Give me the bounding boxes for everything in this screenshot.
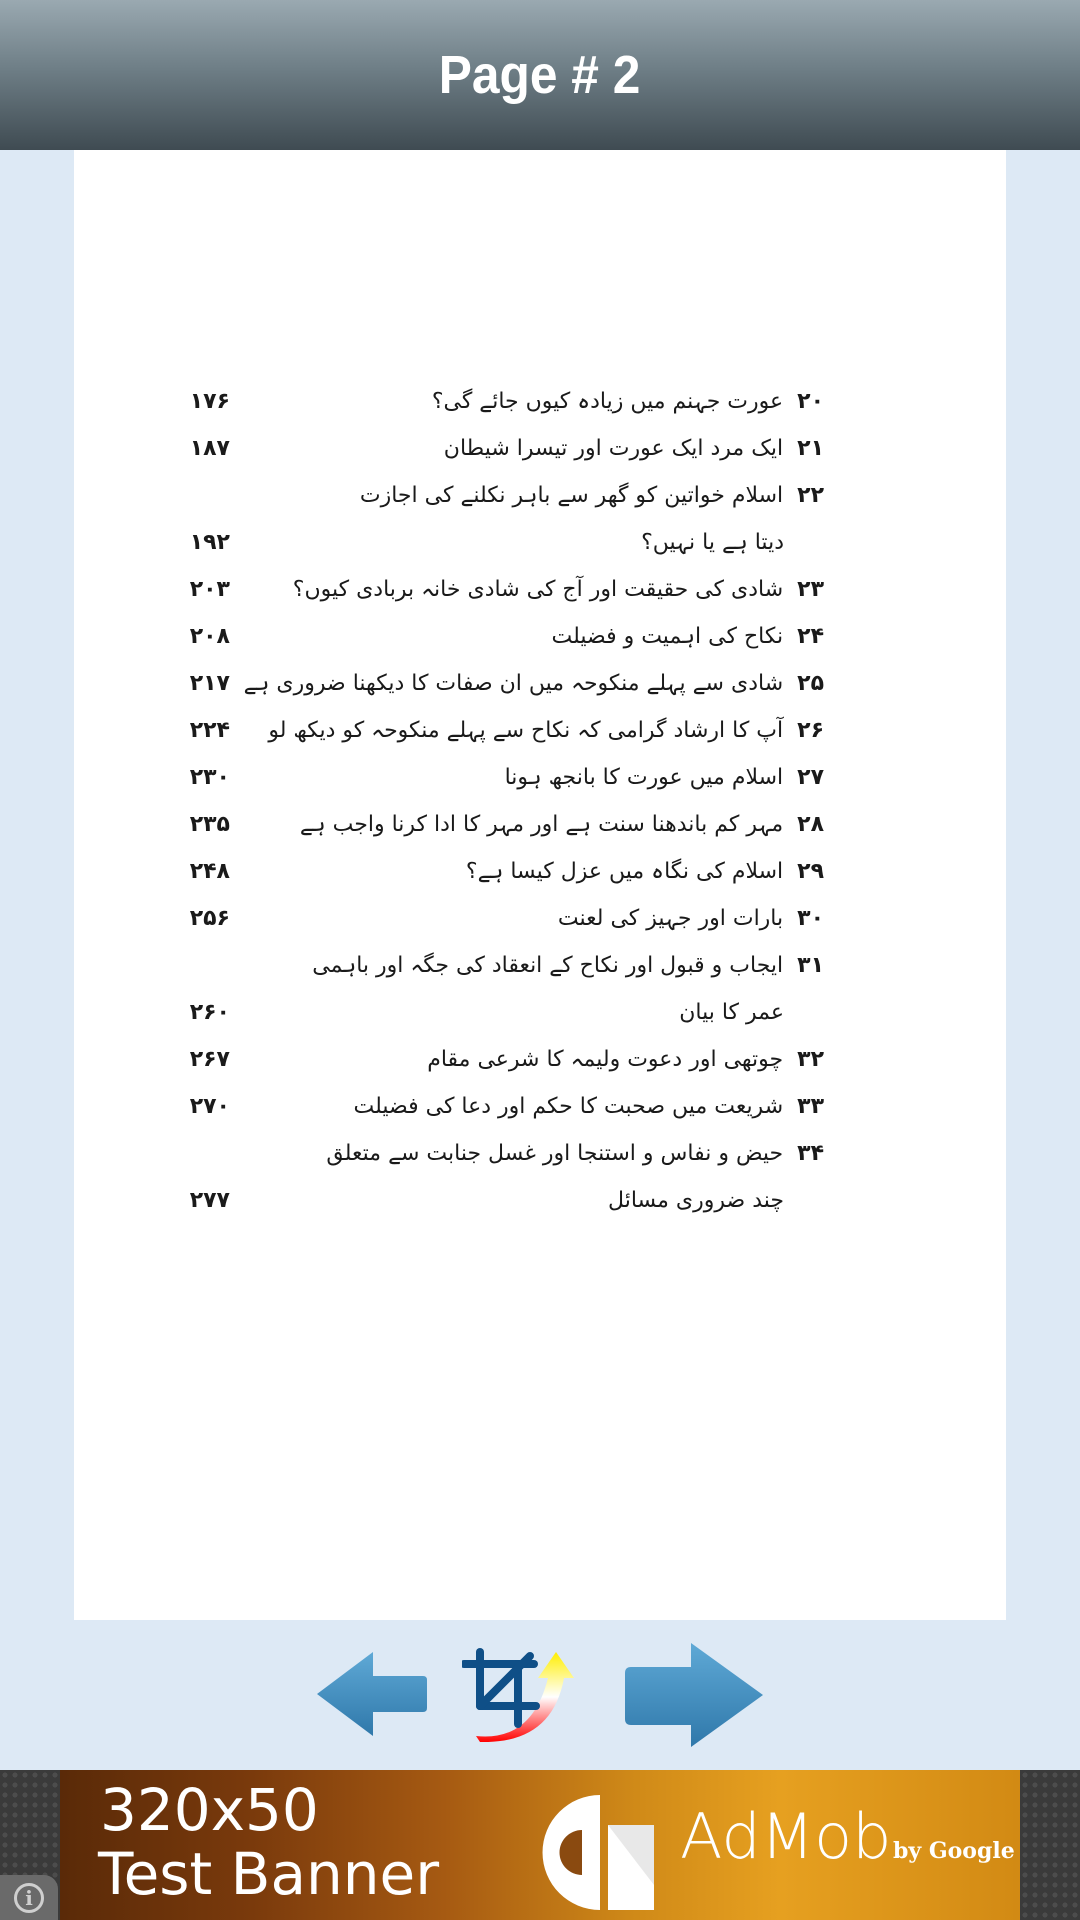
toc-entry-title: عورت جہنم میں زیادہ کیوں جائے گی؟ [431,389,784,414]
toc-entry-title: ایجاب و قبول اور نکاح کے انعقاد کی جگہ اور باہمی [312,953,784,978]
ad-info-button[interactable] [0,1875,58,1920]
toc-entry-title: بارات اور جہیز کی لعنت [557,906,784,931]
toc-entry [174,895,824,942]
toc-entry-title: شادی سے پہلے منکوحہ میں ان صفات کا دیکھنا ضروری ہے [243,671,784,696]
ad-banner[interactable] [60,1770,1020,1920]
toc-entry-title: اسلام خواتین کو گھر سے باہر نکلنے کی اجازت [359,483,784,508]
toc-entry-text [244,671,824,696]
ad-label-text: Test Banner [98,1840,440,1908]
toc-entry-title: ایک مرد ایک عورت اور تیسرا شیطان [443,436,784,461]
toc-entry-text [608,1188,784,1213]
toc-entry-title: دیتا ہے یا نہیں؟ [641,530,784,555]
ad-size-text: 320x50 [100,1776,319,1844]
toc-page-number: ۲۲۴ [189,718,230,743]
toc-entry-text [466,859,824,884]
info-icon: i [14,1883,44,1913]
toc-entry-number: ۲۷ [797,765,824,790]
toc-entry-number: ۲۴ [797,624,824,649]
toc-entry [174,613,824,660]
book-page-image[interactable] [74,150,1006,1620]
toc-entry [174,472,824,519]
toc-entry-number: ۳۰ [797,906,824,931]
toc-entry-title: حیض و نفاس و استنجا اور غسل جنابت سے متعلق [326,1141,784,1166]
toc-page-number: ۲۳۵ [189,812,230,837]
toc-entry [174,942,824,989]
crop-rotate-icon [462,1648,584,1742]
arrow-left-icon [315,1650,427,1738]
toc-page-number: ۲۳۰ [189,765,230,790]
toc-entry-text [312,953,824,978]
toc-entry-title: شادی کی حقیقت اور آج کی شادی خانہ بربادی کیوں؟ [292,577,784,602]
toc-entry [174,1130,824,1177]
toc-entry-text [300,812,824,837]
toc-entry-number: ۲۹ [797,859,824,884]
toc-entry-text [641,530,784,555]
page-title: Page # 2 [439,45,641,105]
table-of-contents [174,378,824,1224]
toc-entry-text [427,1047,824,1072]
toc-entry [174,848,824,895]
toc-page-number: ۱۸۷ [189,436,230,461]
toc-page-number: ۲۶۷ [189,1047,230,1072]
ad-banner-container[interactable] [0,1770,1080,1920]
crop-rotate-button[interactable] [462,1648,584,1742]
toc-entry-number: ۲۳ [797,577,824,602]
toc-entry [174,1083,824,1130]
toc-entry [174,989,824,1036]
admob-logo-icon [542,1795,657,1910]
toc-entry-number: ۳۳ [797,1094,824,1119]
toc-entry-text [354,1094,825,1119]
toc-entry-text [444,436,824,461]
toc-entry-title: چوتھی اور دعوت ولیمہ کا شرعی مقام [427,1047,784,1072]
toc-entry-text [551,624,824,649]
toc-entry-text [326,1141,824,1166]
toc-entry-text [505,765,824,790]
toc-page-number: ۲۴۸ [189,859,230,884]
toc-entry [174,425,824,472]
toc-entry [174,1177,824,1224]
toc-entry-number: ۳۱ [797,953,824,978]
toc-entry-title: مہر کم باندھنا سنت ہے اور مہر کا ادا کرنا واجب ہے [299,812,784,837]
toc-entry-title: چند ضروری مسائل [608,1188,784,1213]
toc-entry-number: ۲۵ [797,671,824,696]
toc-entry-title: اسلام کی نگاہ میں عزل کیسا ہے؟ [465,859,784,884]
toc-entry-title: آپ کا ارشاد گرامی کہ نکاح سے پہلے منکوحہ کو دیکھ لو [268,718,784,743]
toc-entry [174,707,824,754]
toc-entry-text [679,1000,784,1025]
ad-by-text: by Google [893,1838,1015,1864]
toc-entry-text [268,718,824,743]
toc-entry-number: ۳۴ [797,1141,824,1166]
toc-page-number: ۲۰۸ [189,624,230,649]
toc-entry-number: ۲۶ [797,718,824,743]
toc-entry-number: ۲۰ [797,389,824,414]
toc-entry-title: نکاح کی اہمیت و فضیلت [551,624,784,649]
toc-page-number: ۲۵۶ [189,906,230,931]
toc-entry-text [293,577,824,602]
previous-page-button[interactable] [315,1650,427,1738]
ad-brand-text: AdMob [680,1800,892,1873]
toc-page-number: ۲۰۳ [189,577,230,602]
toc-page-number: ۱۷۶ [189,389,230,414]
toc-entry [174,660,824,707]
toc-page-number: ۱۹۲ [189,530,230,555]
toc-entry-title: عمر کا بیان [679,1000,784,1025]
toc-entry-number: ۳۲ [797,1047,824,1072]
toc-entry [174,801,824,848]
toc-entry-title: اسلام میں عورت کا بانجھ ہونا [504,765,784,790]
next-page-button[interactable] [625,1643,765,1747]
toc-entry [174,754,824,801]
toc-entry [174,566,824,613]
toc-entry-text [432,389,824,414]
toc-entry [174,519,824,566]
toc-page-number: ۲۷۷ [189,1188,230,1213]
toc-page-number: ۲۶۰ [189,1000,230,1025]
toc-entry-number: ۲۸ [797,812,824,837]
toc-entry-number: ۲۱ [797,436,824,461]
toc-entry-text [360,483,824,508]
toc-page-number: ۲۷۰ [189,1094,230,1119]
toc-entry [174,1036,824,1083]
toc-entry-text [558,906,824,931]
toc-page-number: ۲۱۷ [189,671,230,696]
toc-entry-title: شریعت میں صحبت کا حکم اور دعا کی فضیلت [353,1094,784,1119]
toc-entry [174,378,824,425]
toc-entry-number: ۲۲ [797,483,824,508]
arrow-right-icon [625,1643,765,1747]
title-bar [0,0,1080,150]
